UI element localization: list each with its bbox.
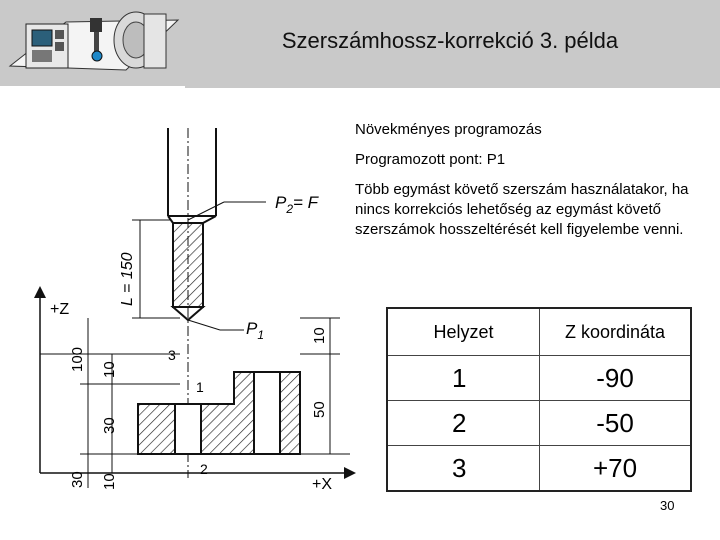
dim-10-right: 10 — [311, 327, 328, 344]
cell-position: 3 — [387, 446, 540, 492]
label-p2: $P_2= F$ — [275, 193, 319, 216]
point-1: 1 — [196, 379, 204, 395]
text-line-programmed-point: Programozott pont: P1 — [355, 151, 506, 168]
cell-z: -90 — [540, 356, 692, 401]
page-number: 30 — [660, 498, 675, 513]
cell-z: +70 — [540, 446, 692, 492]
header-bar — [0, 0, 720, 88]
technical-drawing — [20, 128, 360, 508]
cell-position: 1 — [387, 356, 540, 401]
label-tool-length: L = 150 — [119, 252, 136, 306]
x-axis-label: +X — [312, 476, 333, 493]
header-underline — [0, 86, 185, 88]
point-2: 2 — [200, 461, 208, 477]
label-p1: $P_1$ — [246, 319, 265, 342]
dim-50-right: 50 — [311, 401, 328, 418]
text-paragraph-tools: Több egymást követő szerszám használatakor, ha nincs korrekciós lehetőség az egymást követő szerszámok hosszeltérését kell figyelembe venni. — [355, 181, 689, 238]
table-row — [387, 356, 691, 401]
dim-10-upper: 10 — [101, 361, 118, 378]
table-row — [387, 401, 691, 446]
dim-30-mid: 30 — [101, 417, 118, 434]
point-3: 3 — [168, 347, 176, 363]
column-header-position: Helyzet — [387, 308, 540, 356]
cell-position: 2 — [387, 401, 540, 446]
cnc-machine-logo — [6, 6, 182, 82]
drill-tool — [168, 216, 216, 320]
dim-30-lower: 30 — [69, 471, 86, 488]
z-axis-label: +Z — [50, 301, 70, 318]
cell-z: -50 — [540, 401, 692, 446]
table-header-row — [387, 308, 691, 356]
text-line-incremental: Növekményes programozás — [355, 121, 542, 138]
spindle — [168, 128, 216, 216]
dim-10-lower: 10 — [101, 473, 118, 490]
coordinate-table — [386, 307, 692, 492]
dim-100: 100 — [69, 346, 86, 372]
column-header-z: Z koordináta — [540, 308, 692, 356]
table-row — [387, 446, 691, 492]
description-block — [355, 120, 700, 250]
slide-title: Szerszámhossz-korrekció 3. példa — [281, 28, 619, 53]
